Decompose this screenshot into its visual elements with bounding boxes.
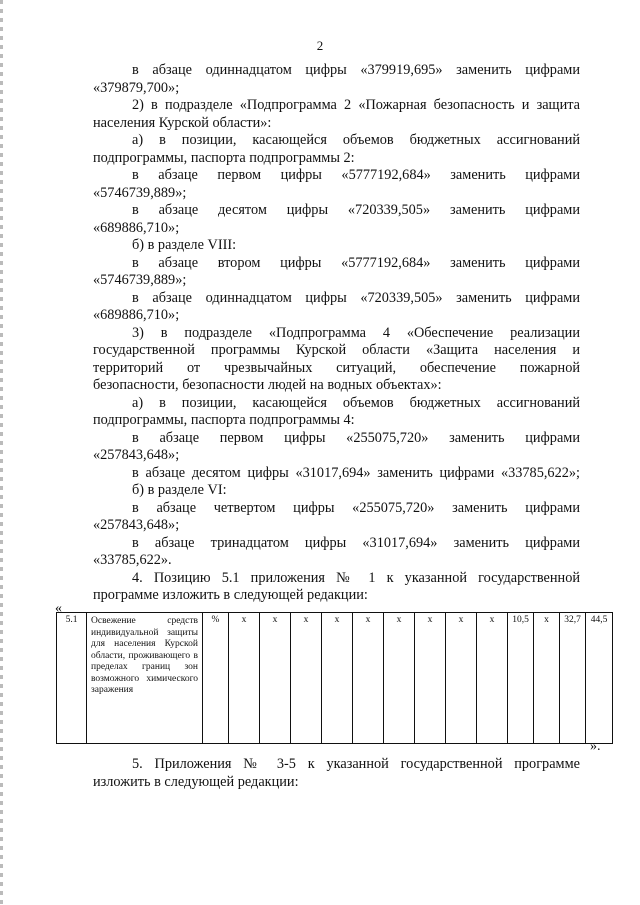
text-line: государственной программы Курской области «Защита населения и <box>93 342 580 358</box>
table-cell: х <box>322 613 353 744</box>
text-line: «5746739,889»; <box>93 185 187 201</box>
text-line: подпрограммы, паспорта подпрограммы 4: <box>93 412 355 428</box>
text-line: б) в разделе VIII: <box>132 237 237 253</box>
table-cell: х <box>384 613 415 744</box>
text-line: 2) в подразделе «Подпрограмма 2 «Пожарная безопасность и защита <box>132 97 580 113</box>
text-line: в абзаце первом цифры «255075,720» заменить цифрами <box>132 430 580 446</box>
text-line: населения Курской области»: <box>93 115 272 131</box>
table-cell: х <box>415 613 446 744</box>
text-line: в абзаце десятом цифры «720339,505» заменить цифрами <box>132 202 580 218</box>
text-line: «257843,648»; <box>93 517 180 533</box>
text-line: в абзаце втором цифры «5777192,684» заменить цифрами <box>132 255 580 271</box>
table-cell: х <box>534 613 560 744</box>
text-line: «33785,622». <box>93 552 172 568</box>
text-line: в абзаце одиннадцатом цифры «379919,695» заменить цифрами <box>132 62 580 78</box>
text-line: в абзаце десятом цифры «31017,694» заменить цифрами «33785,622»; <box>132 465 580 481</box>
row-number: 5.1 <box>57 613 87 744</box>
quote-close: ». <box>590 739 601 754</box>
table-cell: х <box>229 613 260 744</box>
text-line: безопасности, безопасности людей на водных объектах»: <box>93 377 442 393</box>
table-row <box>57 613 613 744</box>
table-cell: х <box>260 613 291 744</box>
scan-edge <box>0 0 3 905</box>
row-name: Освежение средств индивидуальной защиты для населения Курской области, проживающего в пределах границ зон возможного химического заражения <box>87 613 203 744</box>
table-cell: х <box>477 613 508 744</box>
text-line: подпрограммы, паспорта подпрограммы 2: <box>93 150 355 166</box>
table-cell: 44,5 <box>586 613 613 744</box>
page-number: 2 <box>316 38 324 53</box>
table-cell: х <box>291 613 322 744</box>
text-line: 3) в подразделе «Подпрограмма 4 «Обеспечение реализации <box>132 325 580 341</box>
text-line: б) в разделе VI: <box>132 482 227 498</box>
text-line: «257843,648»; <box>93 447 180 463</box>
text-line: в абзаце первом цифры «5777192,684» заменить цифрами <box>132 167 580 183</box>
text-line: 4. Позицию 5.1 приложения № 1 к указанной государственной <box>132 570 580 586</box>
position-table <box>56 612 613 744</box>
table-cell: х <box>353 613 384 744</box>
text-line: в абзаце одиннадцатом цифры «720339,505» заменить цифрами <box>132 290 580 306</box>
text-line: 5. Приложения № 3-5 к указанной государственной программе <box>132 756 580 772</box>
text-line: в абзаце четвертом цифры «255075,720» заменить цифрами <box>132 500 580 516</box>
text-line: изложить в следующей редакции: <box>93 774 299 790</box>
text-line: территорий от чрезвычайных ситуаций, обеспечение пожарной <box>93 360 580 376</box>
table-cell: х <box>446 613 477 744</box>
text-line: а) в позиции, касающейся объемов бюджетных ассигнований <box>132 132 580 148</box>
text-line: «5746739,889»; <box>93 272 187 288</box>
text-line: «379879,700»; <box>93 80 180 96</box>
text-line: «689886,710»; <box>93 220 180 236</box>
text-line: а) в позиции, касающейся объемов бюджетных ассигнований <box>132 395 580 411</box>
text-line: «689886,710»; <box>93 307 180 323</box>
text-line: в абзаце тринадцатом цифры «31017,694» заменить цифрами <box>132 535 580 551</box>
table-cell: 32,7 <box>560 613 586 744</box>
text-line: программе изложить в следующей редакции: <box>93 587 368 603</box>
table-cell: 10,5 <box>508 613 534 744</box>
quote-open: « <box>55 601 62 616</box>
row-unit: % <box>203 613 229 744</box>
